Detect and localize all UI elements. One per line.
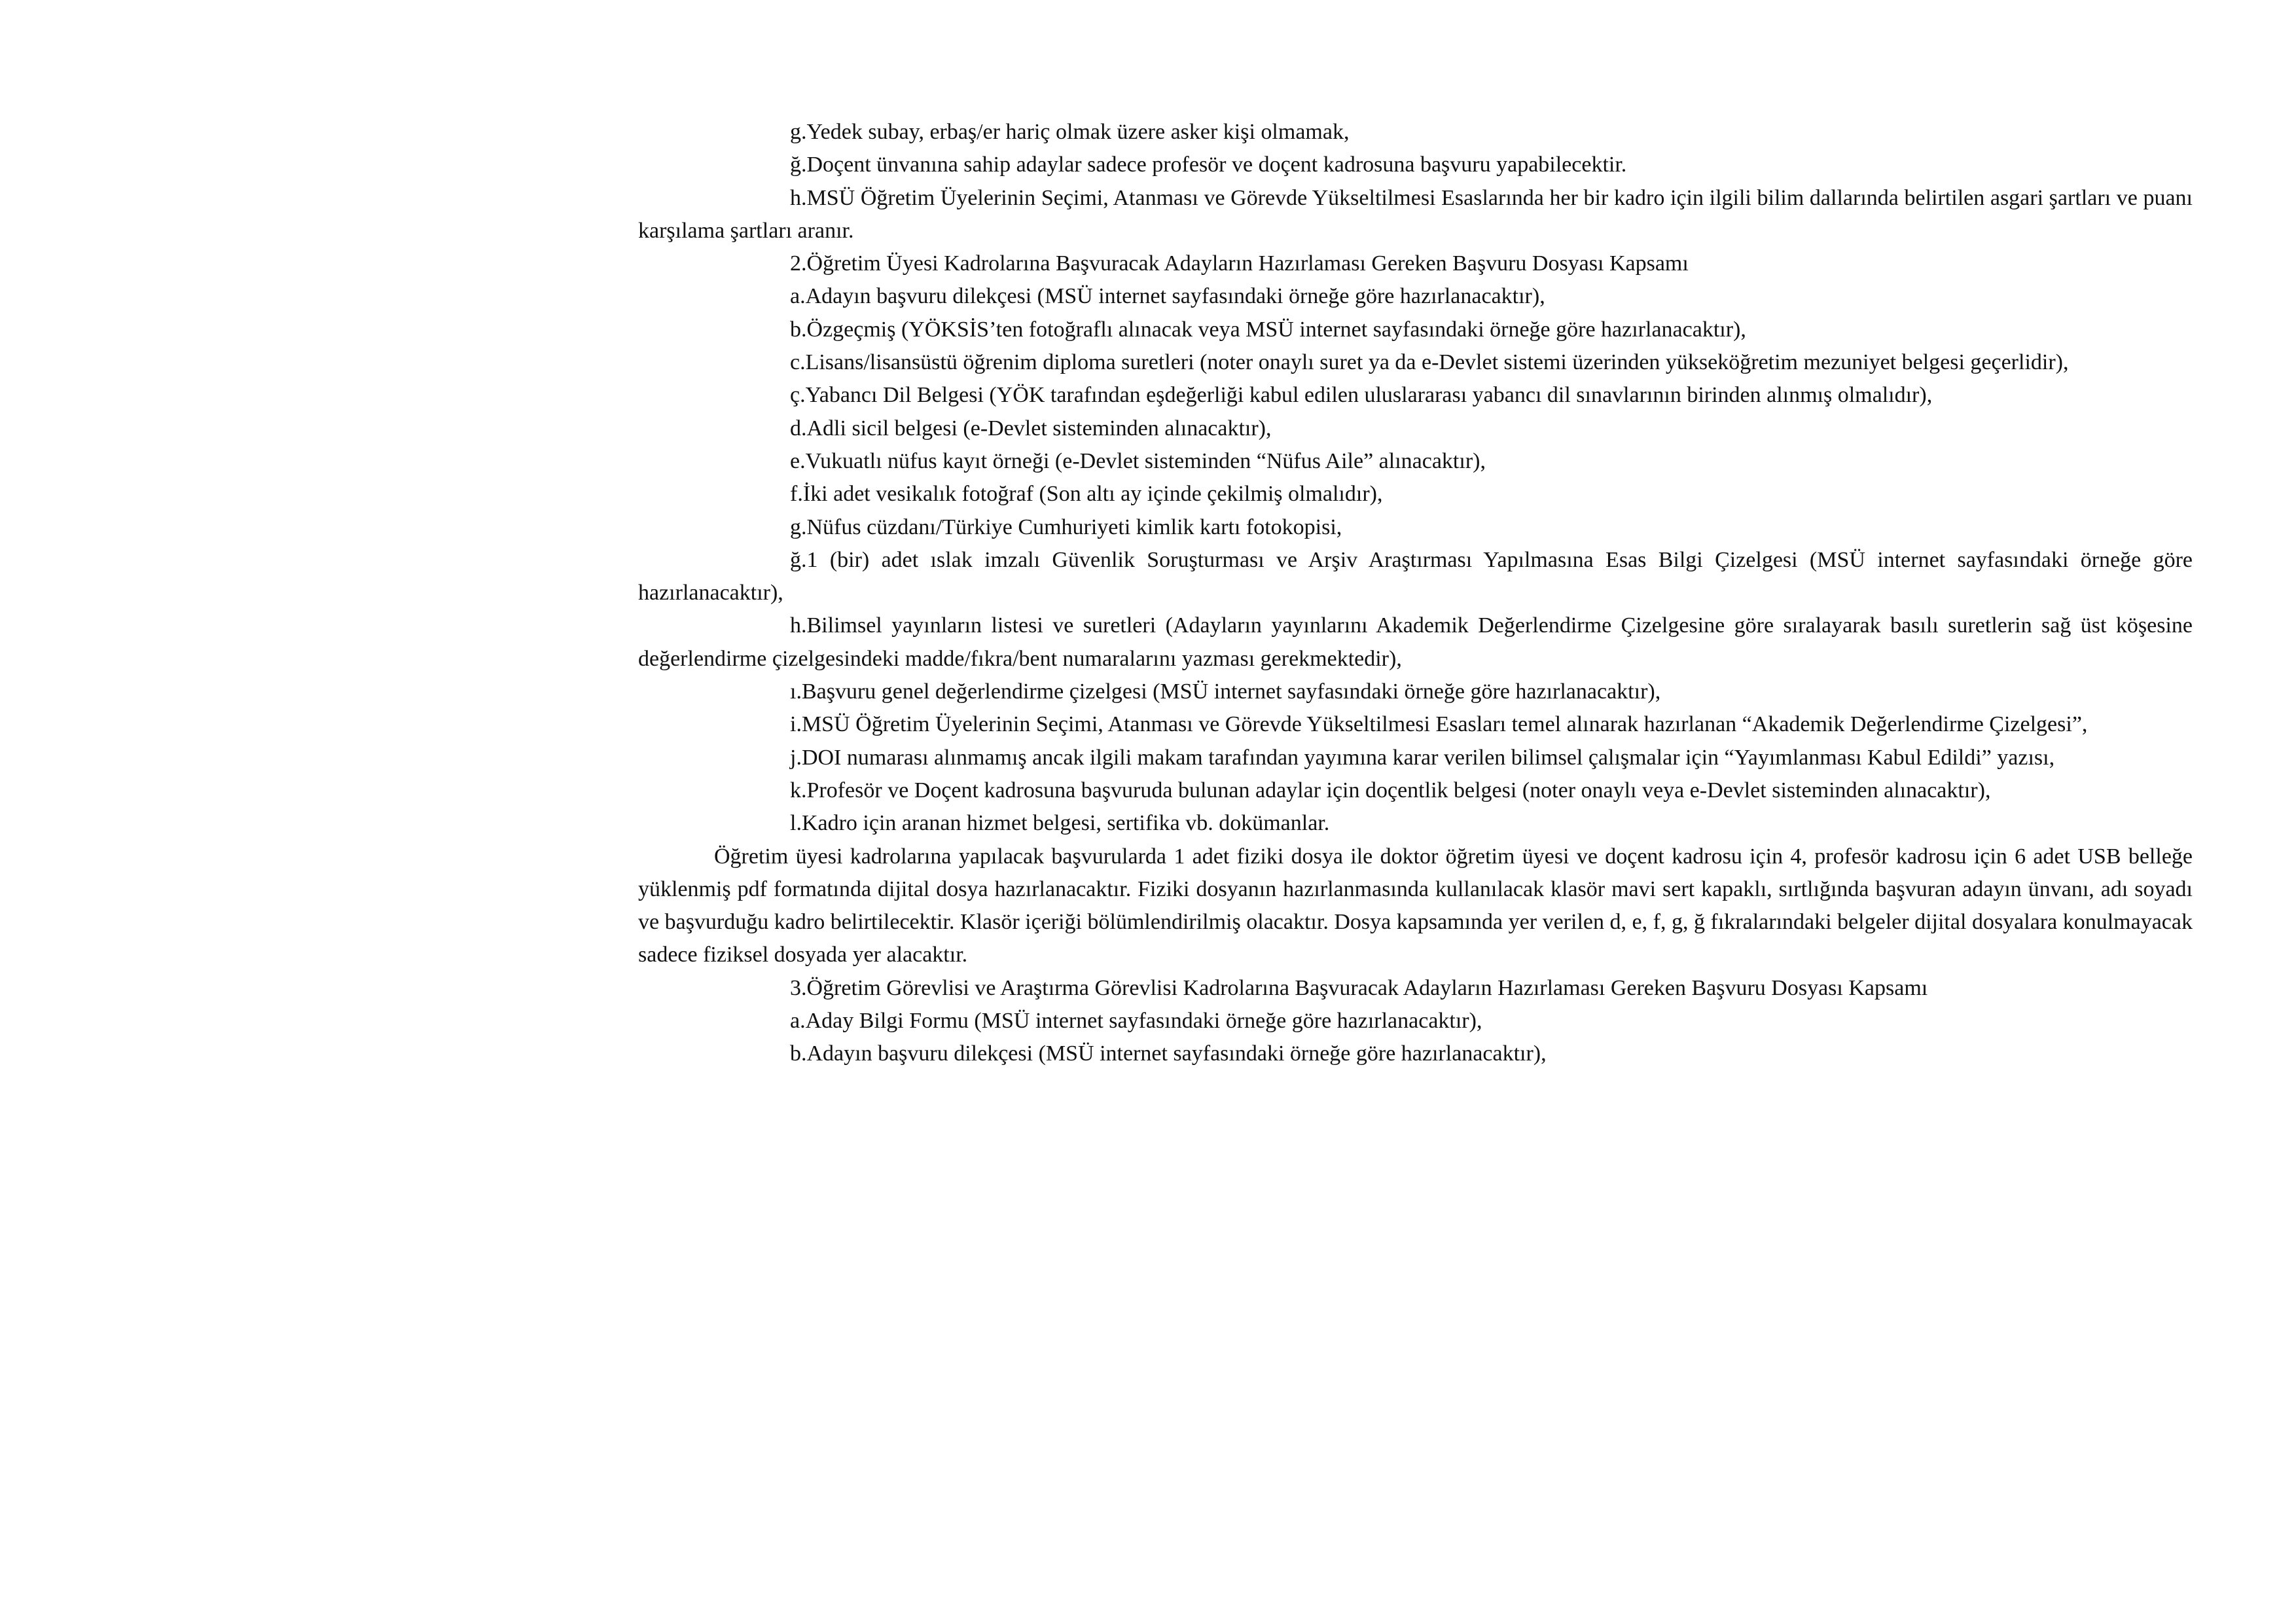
item-marker: ı. — [790, 679, 802, 704]
list-item — [638, 412, 2193, 445]
item-text: Başvuru genel değerlendirme çizelgesi (MSÜ internet sayfasındaki örneğe göre hazırlanacaktır), — [801, 679, 1661, 704]
list-item — [638, 1038, 2193, 1070]
item-marker: g. — [790, 514, 807, 539]
item-marker: g. — [790, 120, 807, 144]
item-marker: l. — [790, 811, 802, 836]
list-item — [638, 478, 2193, 511]
item-text: Aday Bilgi Formu (MSÜ internet sayfasındaki örneğe göre hazırlanacaktır), — [805, 1009, 1482, 1034]
document-body — [638, 116, 2193, 1071]
item-marker: h. — [790, 185, 807, 210]
item-text: Adayın başvuru dilekçesi (MSÜ internet sayfasındaki örneğe göre hazırlanacaktır), — [806, 1041, 1547, 1066]
list-item — [638, 1005, 2193, 1038]
list-item — [638, 149, 2193, 181]
list-item — [638, 544, 2193, 610]
list-item — [638, 609, 2193, 676]
item-text: Profesör ve Doçent kadrosuna başvuruda bulunan adaylar için doçentlik belgesi (noter onaylı veya e-Devlet sisteminden alınacaktır), — [806, 778, 1991, 803]
item-marker: h. — [790, 613, 807, 638]
list-item — [638, 742, 2193, 774]
item-text: Adli sicil belgesi (e-Devlet sisteminden alınacaktır), — [806, 416, 1272, 441]
item-text: MSÜ Öğretim Üyelerinin Seçimi, Atanması ve Görevde Yükseltilmesi Esasları temel alınarak hazırlanan “Akademik Değerlendirme Çizelgesi”, — [801, 712, 2088, 737]
item-text: Vukuatlı nüfus kayıt örneği (e-Devlet sisteminden “Nüfus Aile” alınacaktır), — [805, 448, 1486, 473]
list-item — [638, 445, 2193, 478]
section-heading — [638, 247, 2193, 280]
section-number: 2. — [790, 251, 807, 276]
item-text: Yedek subay, erbaş/er hariç olmak üzere asker kişi olmamak, — [806, 120, 1350, 144]
item-marker: c. — [790, 350, 806, 375]
item-marker: k. — [790, 778, 807, 803]
list-item — [638, 314, 2193, 346]
list-item — [638, 182, 2193, 248]
body-paragraph — [638, 840, 2193, 972]
item-marker: ç. — [790, 383, 806, 408]
list-item — [638, 116, 2193, 149]
item-text: Doçent ünvanına sahip adaylar sadece profesör ve doçent kadrosuna başvuru yapabilecektir. — [806, 153, 1627, 177]
section-number: 3. — [790, 975, 807, 1000]
item-marker: a. — [790, 284, 806, 309]
item-text: Yabancı Dil Belgesi (YÖK tarafından eşdeğerliği kabul edilen uluslararası yabancı dil sınavlarının birinden alınmış olmalıdır), — [805, 383, 1933, 408]
item-marker: d. — [790, 416, 807, 441]
item-text: MSÜ Öğretim Üyelerinin Seçimi, Atanması ve Görevde Yükseltilmesi Esaslarında her bir kadro için ilgili bilim dallarında belirtilen asgari şartları ve puanı karşılama şartları aranır. — [638, 185, 2193, 243]
list-item — [638, 511, 2193, 544]
item-text: 1 (bir) adet ıslak imzalı Güvenlik Soruşturması ve Arşiv Araştırması Yapılmasına Esas Bilgi Çizelgesi (MSÜ internet sayfasındaki örneğe göre hazırlanacaktır), — [638, 547, 2193, 605]
list-item — [638, 379, 2193, 412]
item-marker: ğ. — [790, 547, 807, 572]
section-title: Öğretim Görevlisi ve Araştırma Görevlisi Kadrolarına Başvuracak Adayların Hazırlaması Gereken Başvuru Dosyası Kapsamı — [806, 975, 1928, 1000]
list-item — [638, 708, 2193, 741]
item-marker: j. — [790, 745, 802, 770]
item-marker: ğ. — [790, 153, 807, 177]
item-text: Bilimsel yayınların listesi ve suretleri (Adayların yayınlarını Akademik Değerlendirme Çizelgesine göre sıralayarak basılı suretlerin sağ üst köşesine değerlendirme çizelgesindeki madde/fıkra/bent numaralarını yazması gerekmektedir), — [638, 613, 2193, 671]
item-marker: a. — [790, 1009, 806, 1034]
item-text: Lisans/lisansüstü öğrenim diploma suretleri (noter onaylı suret ya da e-Devlet sistemi üzerinden yükseköğretim mezuniyet belgesi geçerlidir), — [805, 350, 2069, 375]
item-text: Özgeçmiş (YÖKSİS’ten fotoğraflı alınacak veya MSÜ internet sayfasındaki örneğe göre hazırlanacaktır), — [806, 317, 1746, 342]
item-marker: i. — [790, 712, 802, 737]
item-text: Nüfus cüzdanı/Türkiye Cumhuriyeti kimlik kartı fotokopisi, — [806, 514, 1342, 539]
list-item — [638, 807, 2193, 840]
item-marker: b. — [790, 1041, 807, 1066]
item-text: DOI numarası alınmamış ancak ilgili makam tarafından yayımına karar verilen bilimsel çalışmalar için “Yayımlanması Kabul Edildi” yazısı, — [801, 745, 2055, 770]
item-marker: e. — [790, 448, 806, 473]
list-item — [638, 676, 2193, 708]
item-text: Adayın başvuru dilekçesi (MSÜ internet sayfasındaki örneğe göre hazırlanacaktır), — [805, 284, 1545, 309]
section-heading — [638, 972, 2193, 1005]
item-marker: f. — [790, 482, 803, 507]
list-item — [638, 346, 2193, 379]
section-title: Öğretim Üyesi Kadrolarına Başvuracak Adayların Hazırlaması Gereken Başvuru Dosyası Kapsamı — [806, 251, 1689, 276]
list-item — [638, 774, 2193, 807]
item-text: Kadro için aranan hizmet belgesi, sertifika vb. dokümanlar. — [801, 811, 1330, 836]
item-marker: b. — [790, 317, 807, 342]
paragraph-text: Öğretim üyesi kadrolarına yapılacak başvurularda 1 adet fiziki dosya ile doktor öğretim üyesi ve doçent kadrosu için 4, profesör kadrosu için 6 adet USB belleğe yüklenmiş pdf formatında dijital dosya hazırlanacaktır. Fiziki dosyanın hazırlanmasında kullanılacak klasör mavi sert kapaklı, sırtlığında başvuran adayın ünvanı, adı soyadı ve başvurduğu kadro belirtilecektir. Klasör içeriği bölümlendirilmiş olacaktır. Dosya kapsamında yer verilen d, e, f, g, ğ fıkralarındaki belgeler dijital dosyalara konulmayacak sadece fiziksel dosyada yer alacaktır. — [638, 844, 2193, 967]
list-item — [638, 280, 2193, 313]
item-text: İki adet vesikalık fotoğraf (Son altı ay içinde çekilmiş olmalıdır), — [802, 482, 1383, 507]
